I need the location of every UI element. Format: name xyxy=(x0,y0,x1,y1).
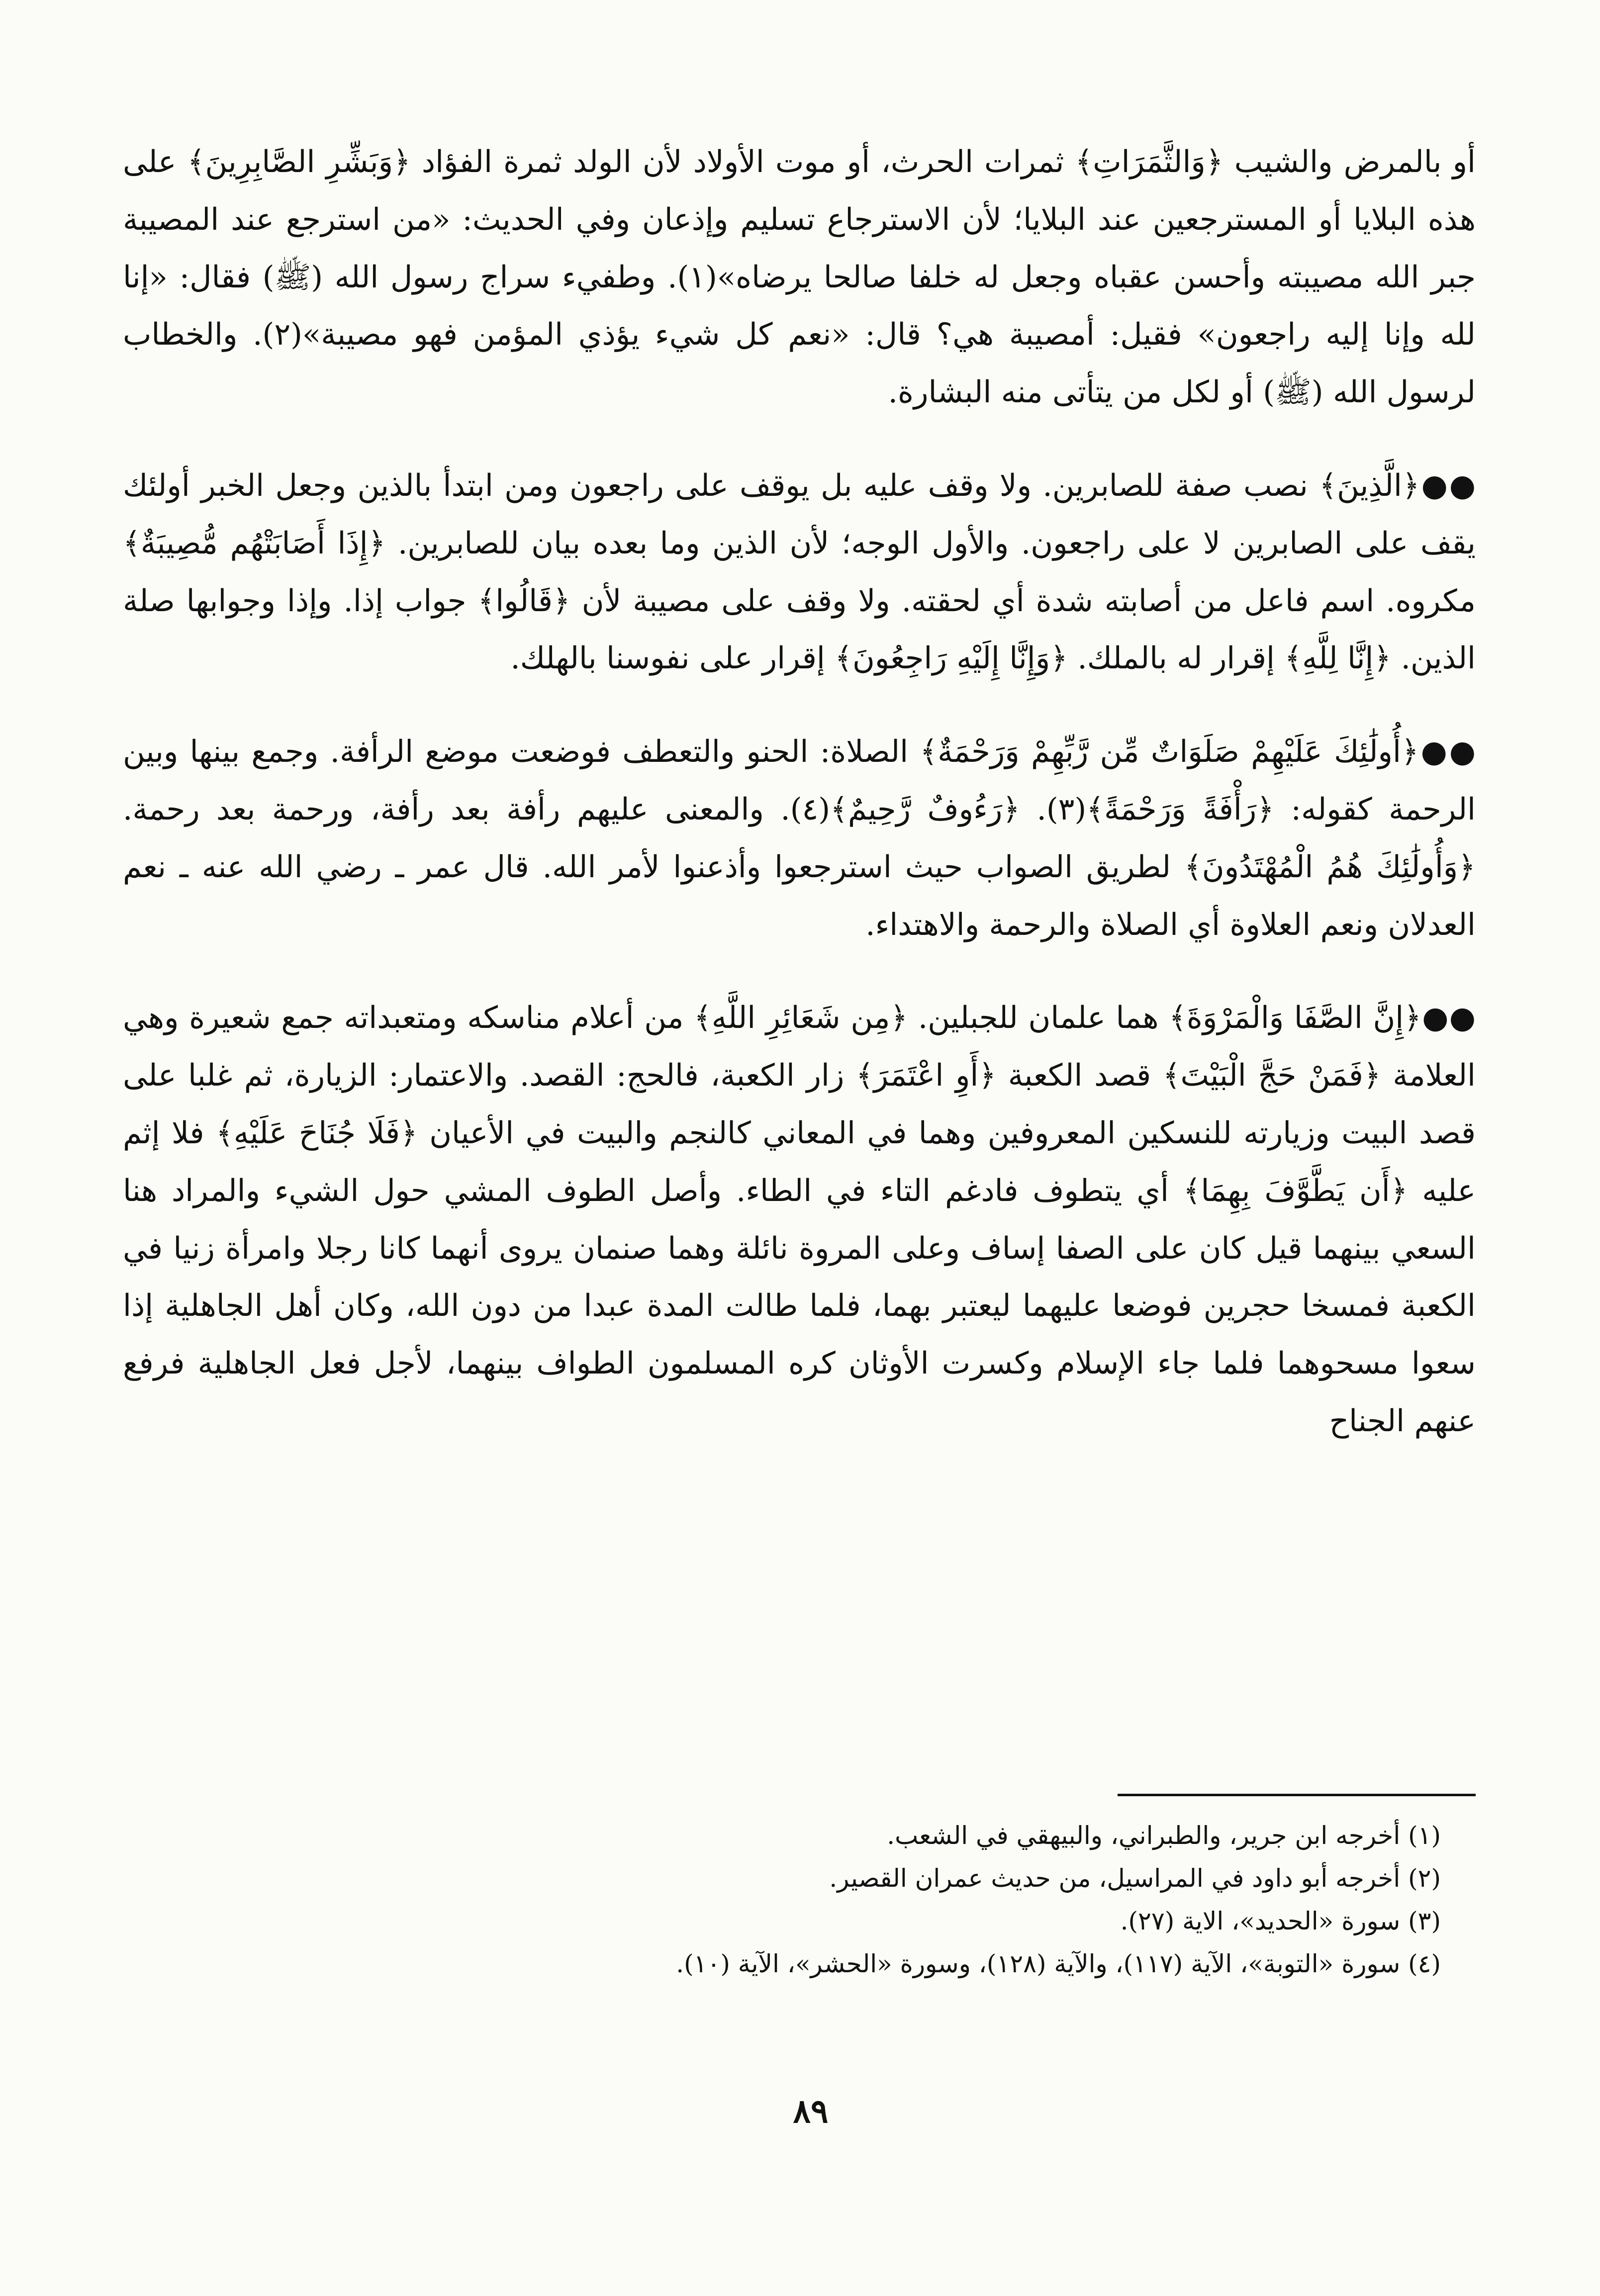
page-number: ٨٩ xyxy=(793,2092,829,2130)
footnotes-list xyxy=(148,1814,1441,1985)
footnote-separator xyxy=(1118,1794,1476,1796)
footnote-2: (٢) أخرجه أبو داود في المراسيل، من حديث عمران القصير. xyxy=(829,1864,1441,1893)
footnote-1: (١) أخرجه ابن جرير، والطبراني، والبيهقي في الشعب. xyxy=(887,1821,1441,1850)
footnote-3: (٣) سورة «الحديد»، الاية (٢٧). xyxy=(1120,1907,1441,1935)
paragraph-1: أو بالمرض والشيب ﴿وَالثَّمَرَاتِ﴾ ثمرات الحرث، أو موت الأولاد لأن الولد ثمرة الفؤاد ﴿وَبَشِّرِ الصَّابِرِينَ﴾ على هذه البلايا أو المسترجعين عند البلايا؛ لأن الاسترجاع تسليم وإذعان وفي الحديث: «من استرجع عند المصيبة جبر الله مصيبته وأحسن عقباه وجعل له خلفا صالحا يرضاه»(١). وطفيء سراج رسول الله (ﷺ) فقال: «إنا لله وإنا إليه راجعون» فقيل: أمصيبة هي؟ قال: «نعم كل شيء يؤذي المؤمن فهو مصيبة»(٢). والخطاب لرسول الله (ﷺ) أو لكل من يتأتى منه البشارة. xyxy=(123,144,1476,410)
paragraph-3: ●●﴿أُولَٰئِكَ عَلَيْهِمْ صَلَوَاتٌ مِّن رَّبِّهِمْ وَرَحْمَةٌ﴾ الصلاة: الحنو والتعطف فوضعت موضع الرأفة. وجمع بينها وبين الرحمة كقوله: ﴿رَأْفَةً وَرَحْمَةً﴾(٣). ﴿رَءُوفٌ رَّحِيمٌ﴾(٤). والمعنى عليهم رأفة بعد رأفة، ورحمة بعد رحمة. ﴿وَأُولَٰئِكَ هُمُ الْمُهْتَدُونَ﴾ لطريق الصواب حيث استرجعوا وأذعنوا لأمر الله. قال عمر ـ رضي الله عنه ـ نعم العدلان ونعم العلاوة أي الصلاة والرحمة والاهتداء. xyxy=(123,734,1476,942)
main-text-block xyxy=(123,133,1476,1450)
footnote-4: (٤) سورة «التوبة»، الآية (١١٧)، والآية (١٢٨)، وسورة «الحشر»، الآية (١٠). xyxy=(676,1949,1441,1978)
paragraph-2: ●●﴿الَّذِينَ﴾ نصب صفة للصابرين. ولا وقف عليه بل يوقف على راجعون ومن ابتدأ بالذين وجعل الخبر أولئك يقف على الصابرين لا على راجعون. والأول الوجه؛ لأن الذين وما بعده بيان للصابرين. ﴿إِذَا أَصَابَتْهُم مُّصِيبَةٌ﴾ مكروه. اسم فاعل من أصابته شدة أي لحقته. ولا وقف على مصيبة لأن ﴿قَالُوا﴾ جواب إذا. وإذا وجوابها صلة الذين. ﴿إِنَّا لِلَّهِ﴾ إقرار له بالملك. ﴿وَإِنَّا إِلَيْهِ رَاجِعُونَ﴾ إقرار على نفوسنا بالهلك. xyxy=(123,467,1476,676)
paragraph-4: ●●﴿إِنَّ الصَّفَا وَالْمَرْوَةَ﴾ هما علمان للجبلين. ﴿مِن شَعَائِرِ اللَّهِ﴾ من أعلام مناسكه ومتعبداته جمع شعيرة وهي العلامة ﴿فَمَنْ حَجَّ الْبَيْتَ﴾ قصد الكعبة ﴿أَوِ اعْتَمَرَ﴾ زار الكعبة، فالحج: القصد. والاعتمار: الزيارة، ثم غلبا على قصد البيت وزيارته للنسكين المعروفين وهما في المعاني كالنجم والبيت في الأعيان ﴿فَلَا جُنَاحَ عَلَيْهِ﴾ فلا إثم عليه ﴿أَن يَطَّوَّفَ بِهِمَا﴾ أي يتطوف فادغم التاء في الطاء. وأصل الطوف المشي حول الشيء والمراد هنا السعي بينهما قيل كان على الصفا إساف وعلى المروة نائلة وهما صنمان يروى أنهما كانا رجلا وامرأة زنيا في الكعبة فمسخا حجرين فوضعا عليهما ليعتبر بهما، فلما طالت المدة عبدا من دون الله، وكان أهل الجاهلية إذا سعوا مسحوهما فلما جاء الإسلام وكسرت الأوثان كره المسلمون الطواف بينهما، لأجل فعل الجاهلية فرفع عنهم الجناح xyxy=(123,1000,1476,1439)
